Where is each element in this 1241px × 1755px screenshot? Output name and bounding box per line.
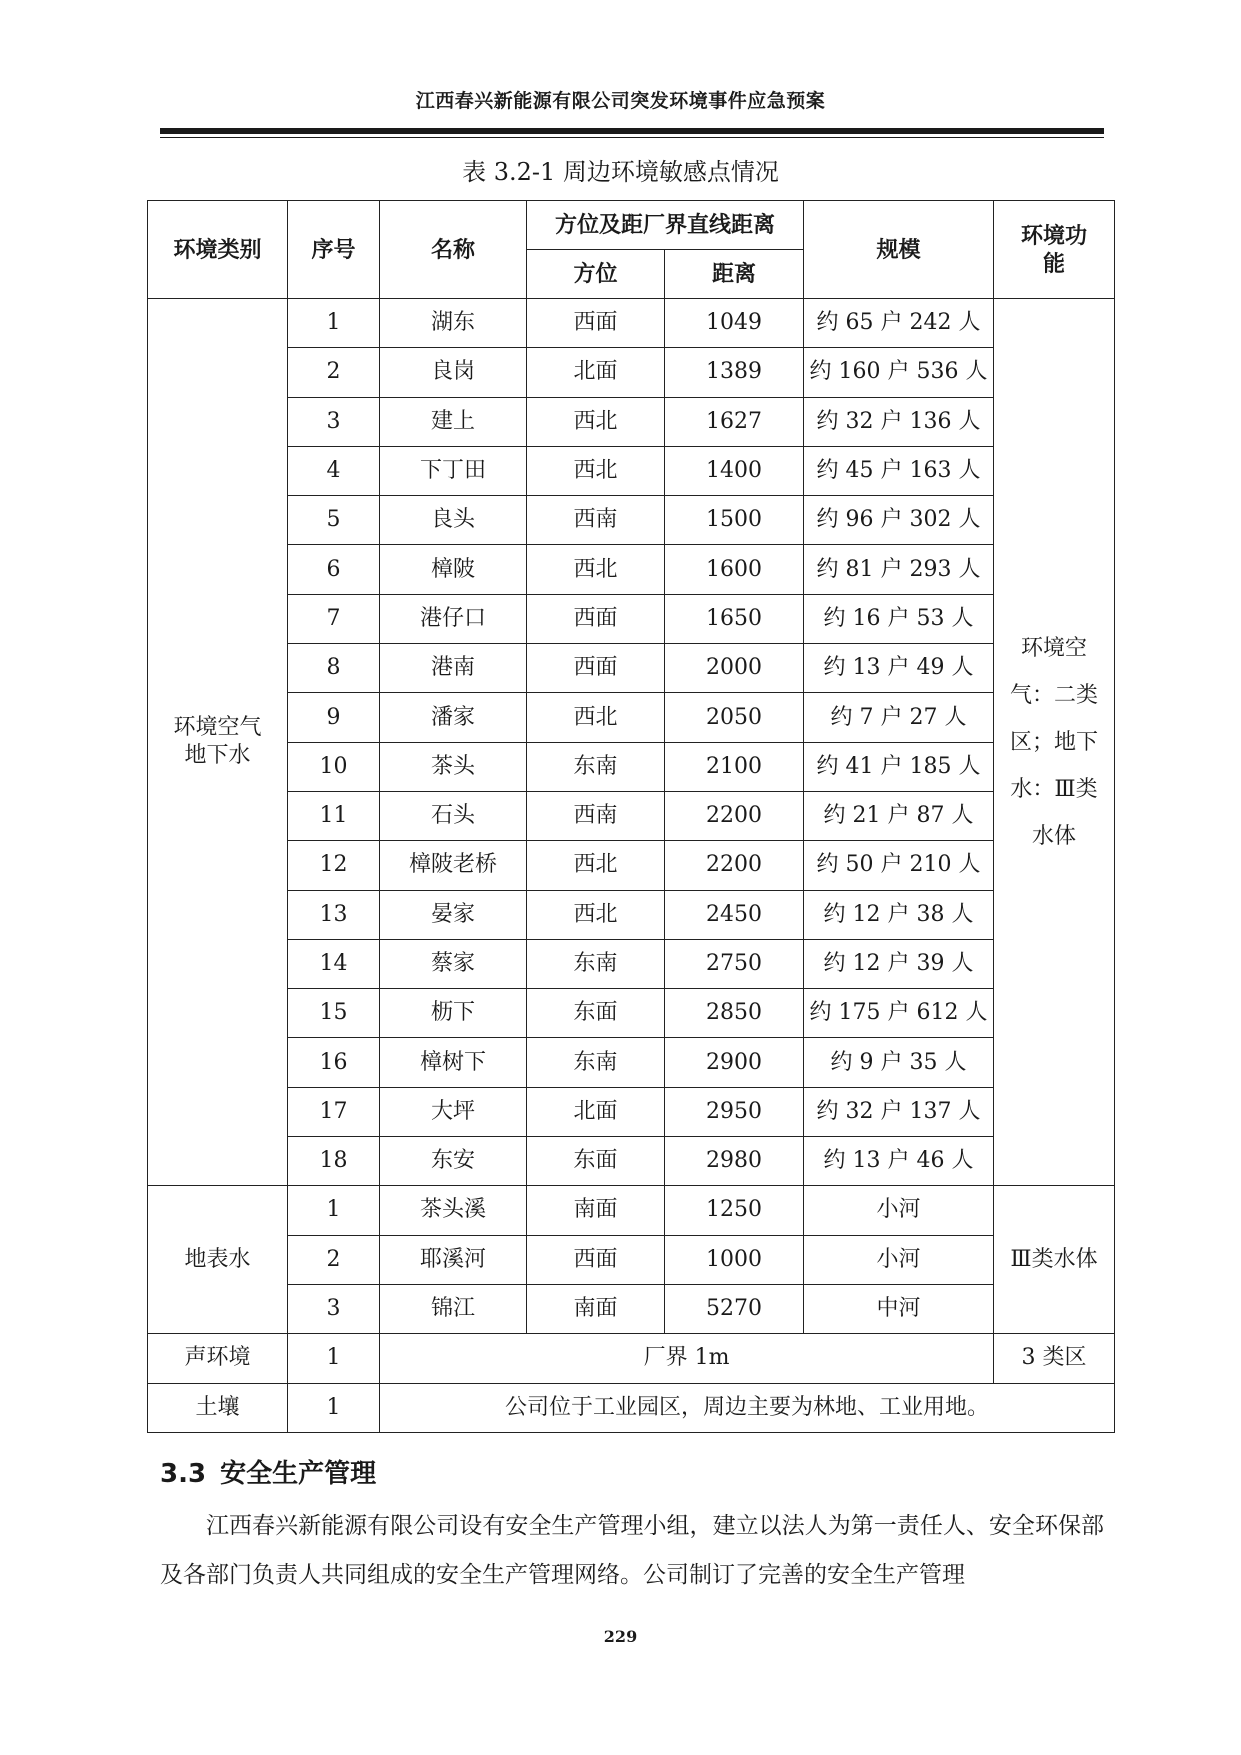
index-cell: 18 — [288, 1137, 380, 1186]
table-row — [148, 1137, 1115, 1186]
category-cell: 声环境 — [148, 1334, 288, 1383]
bearing-cell: 东南 — [527, 939, 665, 988]
name-cell: 港南 — [380, 644, 527, 693]
section-heading — [160, 1453, 390, 1490]
bearing-cell: 北面 — [527, 1087, 665, 1136]
table-row — [148, 1186, 1115, 1235]
bearing-cell: 南面 — [527, 1186, 665, 1235]
page-number: 229 — [603, 1627, 638, 1646]
index-cell: 5 — [288, 496, 380, 545]
index-cell: 2 — [288, 348, 380, 397]
distance-cell: 1049 — [665, 299, 804, 348]
name-cell: 下丁田 — [380, 446, 527, 495]
index-cell: 13 — [288, 890, 380, 939]
section-number: 3.3 — [160, 1459, 207, 1489]
distance-cell: 2980 — [665, 1137, 804, 1186]
index-cell: 6 — [288, 545, 380, 594]
distance-cell: 1600 — [665, 545, 804, 594]
header-rule — [160, 128, 1104, 134]
header-bearing-distance: 方位及距厂界直线距离 — [527, 201, 804, 250]
name-cell: 樟陂 — [380, 545, 527, 594]
distance-cell: 1500 — [665, 496, 804, 545]
scale-cell: 约 41 户 185 人 — [804, 742, 994, 791]
name-cell: 湖东 — [380, 299, 527, 348]
table-row — [148, 594, 1115, 643]
scale-cell: 约 32 户 136 人 — [804, 397, 994, 446]
name-cell: 建上 — [380, 397, 527, 446]
bearing-cell: 西面 — [527, 299, 665, 348]
name-cell: 耶溪河 — [380, 1235, 527, 1284]
name-cell: 良头 — [380, 496, 527, 545]
distance-cell: 1250 — [665, 1186, 804, 1235]
header-category: 环境类别 — [148, 201, 288, 299]
table-row — [148, 890, 1115, 939]
name-cell: 港仔口 — [380, 594, 527, 643]
table-row — [148, 644, 1115, 693]
header-rule-thin — [160, 137, 1104, 138]
table-row — [148, 1038, 1115, 1087]
table-row — [148, 1235, 1115, 1284]
scale-cell: 约 45 户 163 人 — [804, 446, 994, 495]
scale-cell: 约 16 户 53 人 — [804, 594, 994, 643]
index-cell: 7 — [288, 594, 380, 643]
category-cell: 环境空气 地下水 — [148, 299, 288, 1186]
index-cell: 15 — [288, 989, 380, 1038]
table-row — [148, 446, 1115, 495]
index-cell: 4 — [288, 446, 380, 495]
table-row — [148, 939, 1115, 988]
index-cell: 8 — [288, 644, 380, 693]
header-index: 序号 — [288, 201, 380, 299]
category-cell: 土壤 — [148, 1383, 288, 1432]
bearing-cell: 东面 — [527, 989, 665, 1038]
table-row — [148, 693, 1115, 742]
soil-content-cell: 公司位于工业园区，周边主要为林地、工业用地。 — [380, 1383, 1115, 1432]
name-cell: 潘家 — [380, 693, 527, 742]
scale-cell: 约 12 户 39 人 — [804, 939, 994, 988]
scale-cell: 约 175 户 612 人 — [804, 989, 994, 1038]
distance-cell: 5270 — [665, 1284, 804, 1333]
name-cell: 茶头溪 — [380, 1186, 527, 1235]
bearing-cell: 西面 — [527, 644, 665, 693]
scale-cell: 小河 — [804, 1235, 994, 1284]
bearing-cell: 西北 — [527, 397, 665, 446]
name-cell: 茶头 — [380, 742, 527, 791]
scale-cell: 中河 — [804, 1284, 994, 1333]
bearing-cell: 西北 — [527, 446, 665, 495]
scale-cell: 约 12 户 38 人 — [804, 890, 994, 939]
body-paragraph: 江西春兴新能源有限公司设有安全生产管理小组，建立以法人为第一责任人、安全环保部及各部门负责人共同组成的安全生产管理网络。公司制订了完善的安全生产管理 — [160, 1513, 1104, 1588]
sensitive-points-table — [147, 200, 1115, 1433]
table-row — [148, 1087, 1115, 1136]
distance-cell: 2100 — [665, 742, 804, 791]
function-cell: 3 类区 — [994, 1334, 1115, 1383]
noise-content-cell: 厂界 1m — [380, 1334, 994, 1383]
bearing-cell: 西北 — [527, 890, 665, 939]
scale-cell: 小河 — [804, 1186, 994, 1235]
table-row — [148, 496, 1115, 545]
distance-cell: 2200 — [665, 841, 804, 890]
distance-cell: 1627 — [665, 397, 804, 446]
distance-cell: 2900 — [665, 1038, 804, 1087]
index-cell: 10 — [288, 742, 380, 791]
name-cell: 石头 — [380, 791, 527, 840]
table-row — [148, 989, 1115, 1038]
scale-cell: 约 50 户 210 人 — [804, 841, 994, 890]
distance-cell: 2200 — [665, 791, 804, 840]
distance-cell: 2000 — [665, 644, 804, 693]
header-function: 环境功能 — [994, 201, 1115, 299]
name-cell: 锦江 — [380, 1284, 527, 1333]
table-row — [148, 1284, 1115, 1333]
scale-cell: 约 9 户 35 人 — [804, 1038, 994, 1087]
table-row-noise — [148, 1334, 1115, 1383]
distance-cell: 1650 — [665, 594, 804, 643]
category-cell: 地表水 — [148, 1186, 288, 1334]
scale-cell: 约 160 户 536 人 — [804, 348, 994, 397]
index-cell: 1 — [288, 1186, 380, 1235]
bearing-cell: 西北 — [527, 545, 665, 594]
header-distance: 距离 — [665, 250, 804, 299]
name-cell: 蔡家 — [380, 939, 527, 988]
bearing-cell: 西面 — [527, 594, 665, 643]
bearing-cell: 西北 — [527, 693, 665, 742]
scale-cell: 约 13 户 46 人 — [804, 1137, 994, 1186]
table-row — [148, 841, 1115, 890]
table-row — [148, 348, 1115, 397]
index-cell: 3 — [288, 397, 380, 446]
bearing-cell: 西面 — [527, 1235, 665, 1284]
distance-cell: 2750 — [665, 939, 804, 988]
table-row — [148, 397, 1115, 446]
distance-cell: 1000 — [665, 1235, 804, 1284]
bearing-cell: 西南 — [527, 791, 665, 840]
name-cell: 东安 — [380, 1137, 527, 1186]
scale-cell: 约 7 户 27 人 — [804, 693, 994, 742]
header-scale: 规模 — [804, 201, 994, 299]
header-name: 名称 — [380, 201, 527, 299]
index-cell: 12 — [288, 841, 380, 890]
index-cell: 1 — [288, 1334, 380, 1383]
distance-cell: 2850 — [665, 989, 804, 1038]
distance-cell: 1400 — [665, 446, 804, 495]
distance-cell: 2450 — [665, 890, 804, 939]
function-cell: Ⅲ类水体 — [994, 1186, 1115, 1334]
name-cell: 樟陂老桥 — [380, 841, 527, 890]
bearing-cell: 东南 — [527, 742, 665, 791]
document-header-title: 江西春兴新能源有限公司突发环境事件应急预案 — [415, 90, 826, 112]
name-cell: 晏家 — [380, 890, 527, 939]
bearing-cell: 东面 — [527, 1137, 665, 1186]
table-row — [148, 299, 1115, 348]
index-cell: 14 — [288, 939, 380, 988]
distance-cell: 1389 — [665, 348, 804, 397]
bearing-cell: 南面 — [527, 1284, 665, 1333]
name-cell: 枥下 — [380, 989, 527, 1038]
index-cell: 16 — [288, 1038, 380, 1087]
index-cell: 11 — [288, 791, 380, 840]
index-cell: 9 — [288, 693, 380, 742]
table-row — [148, 742, 1115, 791]
index-cell: 1 — [288, 1383, 380, 1432]
index-cell: 2 — [288, 1235, 380, 1284]
scale-cell: 约 32 户 137 人 — [804, 1087, 994, 1136]
index-cell: 1 — [288, 299, 380, 348]
bearing-cell: 东南 — [527, 1038, 665, 1087]
name-cell: 大坪 — [380, 1087, 527, 1136]
table-row — [148, 545, 1115, 594]
bearing-cell: 西北 — [527, 841, 665, 890]
name-cell: 樟树下 — [380, 1038, 527, 1087]
function-cell: 环境空气：二类区；地下水：Ⅲ类水体 — [994, 299, 1115, 1186]
scale-cell: 约 13 户 49 人 — [804, 644, 994, 693]
scale-cell: 约 21 户 87 人 — [804, 791, 994, 840]
table-caption: 表 3.2-1 周边环境敏感点情况 — [462, 158, 779, 186]
distance-cell: 2050 — [665, 693, 804, 742]
scale-cell: 约 81 户 293 人 — [804, 545, 994, 594]
index-cell: 17 — [288, 1087, 380, 1136]
scale-cell: 约 65 户 242 人 — [804, 299, 994, 348]
table-body — [148, 299, 1115, 1433]
name-cell: 良岗 — [380, 348, 527, 397]
section-title: 安全生产管理 — [220, 1459, 377, 1489]
table-row — [148, 791, 1115, 840]
bearing-cell: 西南 — [527, 496, 665, 545]
bearing-cell: 北面 — [527, 348, 665, 397]
scale-cell: 约 96 户 302 人 — [804, 496, 994, 545]
header-bearing: 方位 — [527, 250, 665, 299]
index-cell: 3 — [288, 1284, 380, 1333]
distance-cell: 2950 — [665, 1087, 804, 1136]
table-row-soil — [148, 1383, 1115, 1432]
